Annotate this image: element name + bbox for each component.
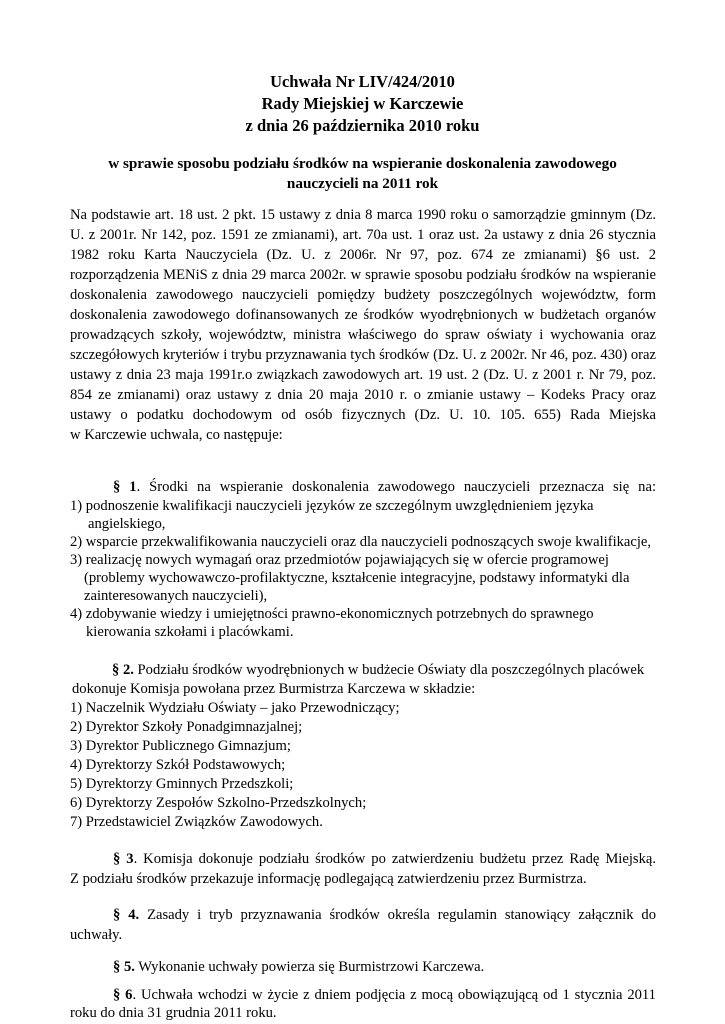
paragraph-6-text: . Uchwała wchodzi w życie z dniem podjęcia z mocą obowiązującą od 1 stycznia 2011 <box>132 987 656 1003</box>
commission-member: 2) Dyrektor Szkoły Ponadgimnazjalnej; <box>70 719 303 735</box>
preamble-line: ustawy o podatku dochodowym od osób fizycznych (Dz. U. 10. 105. 655) Rada Miejska <box>70 407 656 423</box>
list-item: 2) wsparcie przekwalifikowania nauczycieli oraz dla nauczycieli podnoszących swoje kwalifikacje, <box>70 534 652 550</box>
preamble-line: 854 ze zmianami) oraz ustawy z dnia 20 maja 2010 r. o zmianie ustawy – Kodeks Pracy oraz <box>70 387 656 403</box>
paragraph-2-line: dokonuje Komisja powołana przez Burmistrza Karczewa w składzie: <box>72 681 476 697</box>
list-item: zainteresowanych nauczycieli), <box>84 588 268 604</box>
subject-line-2: nauczycieli na 2011 rok <box>286 175 439 192</box>
paragraph-5-text: Wykonanie uchwały powierza się Burmistrzowi Karczewa. <box>134 959 485 975</box>
subject-line-1: w sprawie sposobu podziału środków na wspieranie doskonalenia zawodowego <box>108 155 617 172</box>
commission-member: 6) Dyrektorzy Zespołów Szkolno-Przedszkolnych; <box>70 795 367 811</box>
paragraph-1-mark: § 1 <box>113 479 137 495</box>
paragraph-6-line: roku do dnia 31 grudnia 2011 roku. <box>70 1005 277 1021</box>
list-item: 1) podnoszenie kwalifikacji nauczycieli języków ze szczególnym uwzględnieniem języka <box>70 498 594 514</box>
preamble-line: w Karczewie uchwala, co następuje: <box>70 427 283 443</box>
list-item: angielskiego, <box>88 516 166 532</box>
paragraph-4-line: uchwały. <box>70 927 123 943</box>
paragraph-2-mark: § 2. <box>112 662 134 678</box>
preamble-line: ustawy z dnia 23 maja 1991r.o związkach zawodowych art. 19 ust. 2 (Dz. U. z 2001 r. Nr 79, poz. <box>70 367 656 383</box>
paragraph-3-text: . Komisja dokonuje podziału środków po zatwierdzeniu budżetu przez Radę Miejską. <box>133 851 656 867</box>
paragraph-1-intro <box>113 478 656 496</box>
paragraph-5-mark: § 5. <box>113 959 135 975</box>
paragraph-4-mark: § 4. <box>113 907 140 923</box>
paragraph-3-mark: § 3 <box>113 851 134 867</box>
preamble-line: doskonalenia zawodowego dofinansowanych ze środków wyodrębnionych w budżetach organów <box>70 307 656 323</box>
preamble-line: Na podstawie art. 18 ust. 2 pkt. 15 ustawy z dnia 8 marca 1990 roku o samorządzie gminnym (Dz. <box>70 207 656 223</box>
paragraph-2-intro <box>112 661 656 679</box>
resolution-date: z dnia 26 października 2010 roku <box>245 116 480 135</box>
preamble-line: 1982 roku Karta Nauczyciela (Dz. U. z 2006r. Nr 97, poz. 674 ze zmianami) §6 ust. 2 <box>70 247 656 263</box>
preamble-line: rozporządzenia MENiS z dnia 29 marca 2002r. w sprawie sposobu podziału środków na wspieranie <box>70 267 656 283</box>
list-item: 4) zdobywanie wiedzy i umiejętności prawno-ekonomicznych potrzebnych do sprawnego <box>70 606 594 622</box>
paragraph-3-line: Z podziału środków przekazuje informację podlegającą zatwierdzeniu przez Burmistrza. <box>70 871 587 887</box>
commission-member: 3) Dyrektor Publicznego Gimnazjum; <box>70 738 291 754</box>
preamble-line: doskonalenia zawodowego nauczycieli pomiędzy budżety poszczególnych województw, form <box>70 287 656 303</box>
commission-member: 5) Dyrektorzy Gminnych Przedszkoli; <box>70 776 294 792</box>
paragraph-3-intro <box>113 850 656 868</box>
council-name: Rady Miejskiej w Karczewie <box>261 94 464 113</box>
paragraph-6-mark: § 6 <box>113 987 133 1003</box>
resolution-number: Uchwała Nr LIV/424/2010 <box>270 72 455 91</box>
paragraph-5-intro <box>113 958 656 976</box>
paragraph-4-intro <box>113 906 656 924</box>
preamble-line: U. z 2001r. Nr 142, poz. 1591 ze zmianami), art. 70a ust. 1 oraz ust. 2a ustawy z dnia 26 stycznia <box>70 227 656 243</box>
paragraph-4-text: Zasady i tryb przyznawania środków określa regulamin stanowiący załącznik do <box>139 907 656 923</box>
list-item: (problemy wychowawczo-profilaktyczne, kształcenie integracyjne, podstawy informatyki dla <box>84 570 630 586</box>
paragraph-2-text: Podziału środków wyodrębnionych w budżecie Oświaty dla poszczególnych placówek <box>133 662 645 678</box>
paragraph-1-text: . Środki na wspieranie doskonalenia zawodowego nauczycieli przeznacza się na: <box>136 479 657 495</box>
commission-member: 7) Przedstawiciel Związków Zawodowych. <box>70 814 323 830</box>
commission-member: 1) Naczelnik Wydziału Oświaty – jako Przewodniczący; <box>70 700 400 716</box>
paragraph-6-intro <box>113 986 656 1004</box>
list-item: 3) realizację nowych wymagań oraz przedmiotów pojawiających się w ofercie programowej <box>70 552 609 568</box>
commission-member: 4) Dyrektorzy Szkół Podstawowych; <box>70 757 286 773</box>
list-item: kierowania szkołami i placówkami. <box>86 624 294 640</box>
preamble-line: prowadzących szkoły, województw, ministra właściwego do spraw oświaty i wychowania oraz <box>70 327 656 343</box>
preamble-line: szczegółowych kryteriów i trybu przyznawania tych środków (Dz. U. z 2002r. Nr 46, poz. 430) oraz <box>70 347 656 363</box>
